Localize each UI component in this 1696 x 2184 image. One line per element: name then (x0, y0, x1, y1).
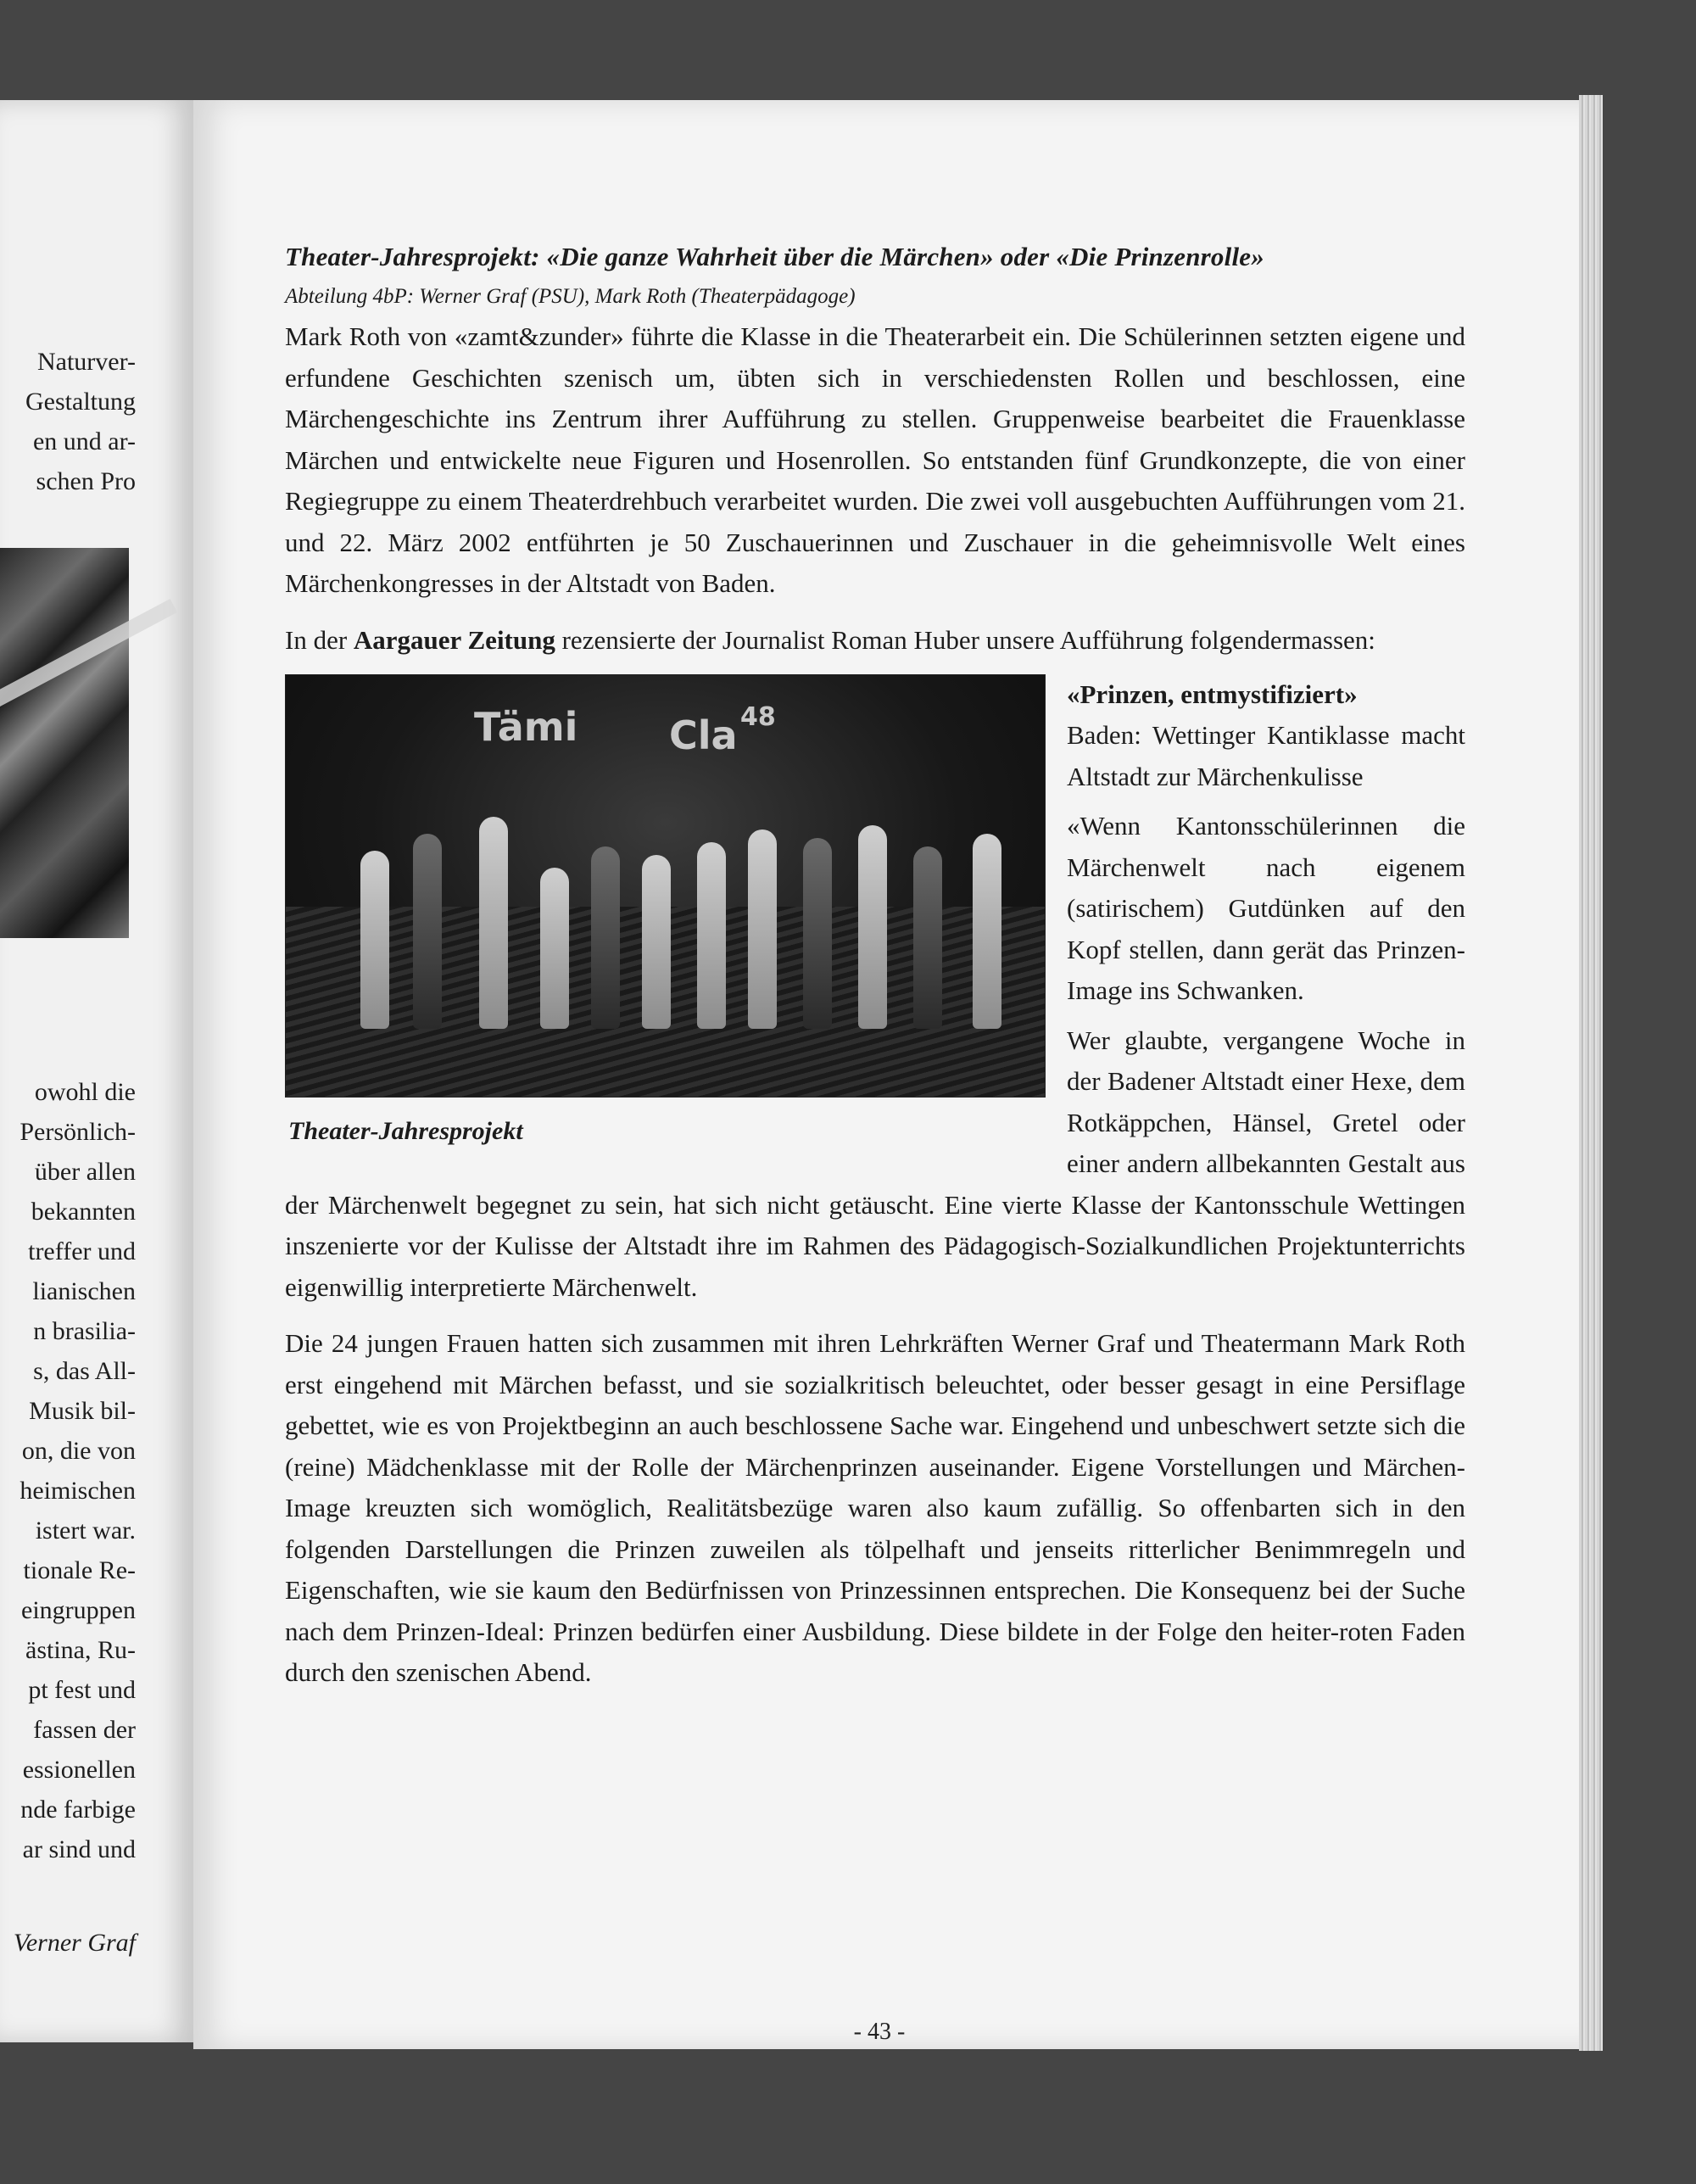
performer-figure (479, 817, 508, 1029)
review-headline: «Prinzen, entmystifiziert» (1067, 679, 1358, 709)
left-page-line: schen Pro (36, 467, 136, 495)
left-page-line: s, das All- (33, 1357, 136, 1385)
left-page-line: on, die von (21, 1437, 136, 1465)
theater-photo (285, 674, 1046, 1098)
review-subhead: Baden: Wettinger Kantiklasse macht Altstadt zur Märchenkulisse (1067, 720, 1465, 791)
left-page-line: owohl die (34, 1078, 136, 1106)
photo-scrawl: 48 (740, 702, 776, 732)
performer-figure (413, 834, 442, 1029)
left-page-line: fassen der (33, 1716, 136, 1744)
left-page-line: heimischen (20, 1477, 136, 1505)
performer-figure (360, 851, 389, 1029)
performer-figure (973, 834, 1001, 1029)
performer-figure (803, 838, 832, 1029)
review-body-2: Die 24 jungen Frauen hatten sich zusammen mit ihren Lehrkräften Werner Graf und Theatermann Mark Roth erst eingehend mit Märchen befasst, und sie sozialkritisch beleuchtet, oder besser gesagt in eine Persiflage gebettet, wie es von Projektbeginn an auch beschlossene Sache war. Eingehend und unbeschwert setzte sich die (reine) Mädchenklasse mit der Rolle der Märchenprinzen auseinander. Eigene Vorstellungen und Märchen-Image kreuzten sich womöglich, Realitätsbezüge waren also kaum zufällig. So offenbarten sich in den folgenden Darstellungen die Prinzen zuweilen als tölpelhaft und jenseits ritterlicher Benimmregeln und Eigenschaften, wie sie kaum den Bedürfnissen von Prinzessinnen entsprechen. Die Konsequenz bei der Suche nach dem Prinzen-Ideal: Prinzen bedürfen einer Ausbildung. Diese bildete in der Folge den heiter-roten Faden durch den szenischen Abend. (285, 1328, 1465, 1687)
performer-figure (748, 829, 777, 1029)
page-number-text: - 43 - (853, 2019, 906, 2045)
review-body-1: Wer glaubte, vergangene Woche in der Badener Altstadt einer Hexe, dem Rotkäppchen, Hänsel, Gretel oder einer andern allbekannten Gestalt aus der Märchenwelt begegnet zu sein, hat sich nicht getäuscht. Eine vierte Klasse der Kantonsschule Wettingen inszenierte vor der Kulisse der Altstadt ihre im Rahmen des Pädagogisch-Sozialkundlichen Projektunterrichts eigenwillig interpretierte Märchenwelt. (285, 1025, 1465, 1302)
left-page-line: en und ar- (32, 427, 136, 455)
left-page-line: Persönlich- (20, 1118, 136, 1146)
newspaper-name: Aargauer Zeitung (353, 624, 555, 655)
left-page-line: lianischen (32, 1277, 136, 1305)
review-lead: «Wenn Kantonsschülerinnen die Märchenwelt nach eigenem (satirischem) Gutdünken auf den Kopf stellen, dann gerät das Prinzen-Image ins Schwanken. (1067, 811, 1465, 1005)
left-page-signature: Verner Graf (13, 1929, 136, 1957)
left-page-line: ästina, Ru- (25, 1636, 136, 1664)
left-page-line: Gestaltung (25, 388, 136, 416)
left-page-line: tionale Re- (23, 1556, 136, 1584)
left-page-line: essionellen (22, 1756, 136, 1784)
performer-figure (858, 825, 887, 1029)
article (285, 240, 1465, 1694)
performer-figure (642, 855, 671, 1029)
article-title: Theater-Jahresprojekt: «Die ganze Wahrheit über die Märchen» oder «Die Prinzenrolle» (285, 242, 1264, 271)
performer-figure (697, 842, 726, 1029)
left-page-line: Naturver- (36, 348, 136, 376)
left-page-line: Musik bil- (29, 1397, 136, 1425)
left-page-line: nde farbige (20, 1796, 136, 1824)
photo-scrawl: Tämi (474, 704, 578, 750)
review-intro-post: rezensierte der Journalist Roman Huber unsere Aufführung folgendermassen: (555, 624, 1375, 655)
left-page-line: ar sind und (22, 1835, 136, 1863)
performer-figure (913, 846, 942, 1029)
performer-figure (540, 868, 569, 1029)
left-page-line: über allen (34, 1158, 136, 1186)
photo-caption: Theater-Jahresprojekt (288, 1117, 523, 1145)
photo-figure (285, 674, 1048, 1148)
article-subtitle: Abteilung 4bP: Werner Graf (PSU), Mark Roth (Theaterpädagoge) (285, 285, 856, 308)
left-page-fragment (0, 100, 193, 2042)
left-page-line: bekannten (31, 1198, 136, 1226)
review-intro-paragraph (285, 620, 1465, 662)
review-intro-pre: In der (285, 624, 354, 655)
left-page-line: pt fest und (28, 1676, 136, 1704)
page-number (0, 2019, 1696, 2046)
page-edges (1579, 95, 1603, 2051)
performer-figure (591, 846, 620, 1029)
left-page-line: n brasilia- (33, 1317, 136, 1345)
left-page-line: istert war. (35, 1517, 136, 1544)
left-page-line: treffer und (28, 1237, 136, 1265)
left-page-photo (0, 548, 129, 938)
photo-scrawl: Cla (669, 712, 738, 758)
review-section (285, 674, 1465, 1308)
left-page-line: eingruppen (21, 1596, 136, 1624)
intro-paragraph: Mark Roth von «zamt&zunder» führte die Klasse in die Theaterarbeit ein. Die Schülerinnen setzten eigene und erfundene Geschichten szenisch um, übten sich in verschiedensten Rollen und beschlossen, eine Märchengeschichte ins Zentrum ihrer Aufführung zu stellen. Gruppenweise bearbeitet die Frauenklasse Märchen und entwickelte neue Figuren und Hosenrollen. So entstanden fünf Grundkonzepte, die von einer Regiegruppe zu einem Theaterdrehbuch verarbeitet wurden. Die zwei voll ausgebuchten Aufführungen vom 21. und 22. März 2002 entführten je 50 Zuschauerinnen und Zuschauer in die geheimnisvolle Welt eines Märchenkongresses in der Altstadt von Baden. (285, 321, 1465, 598)
